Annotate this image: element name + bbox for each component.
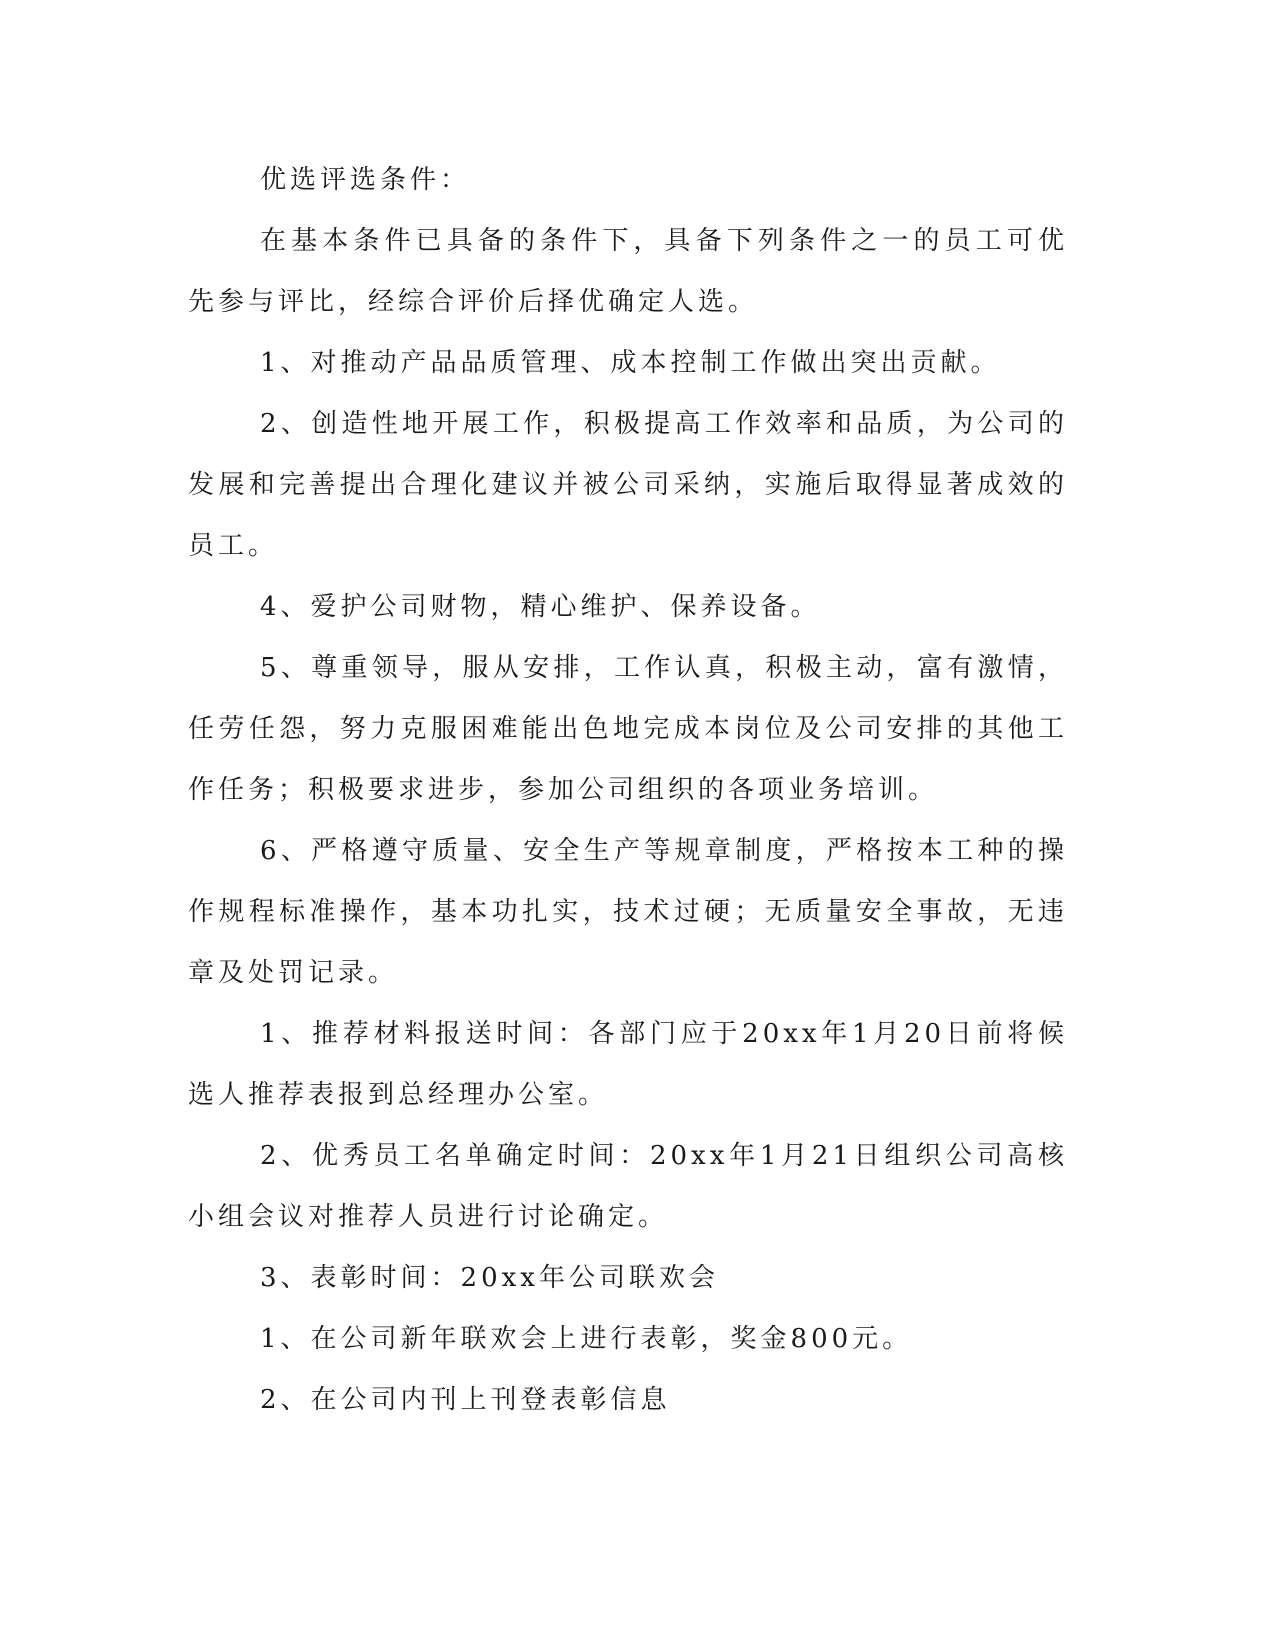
section-heading: 优选评选条件： <box>260 165 471 195</box>
schedule-item-2: 2、优秀员工名单确定时间：20xx年1月21日组织公司高核小组会议对推荐人员进行讨论确定。 <box>188 1141 1068 1232</box>
schedule-item-3: 3、表彰时间：20xx年公司联欢会 <box>260 1263 719 1293</box>
criteria-item-1: 1、对推动产品品质管理、成本控制工作做出突出贡献。 <box>260 348 1001 378</box>
schedule-item-1: 1、推荐材料报送时间：各部门应于20xx年1月20日前将候选人推荐表报到总经理办公室。 <box>188 1019 1068 1110</box>
criteria-item-4: 4、爱护公司财物，精心维护、保养设备。 <box>260 592 821 622</box>
criteria-item-6: 6、严格遵守质量、安全生产等规章制度，严格按本工种的操作规程标准操作，基本功扎实，技术过硬；无质量安全事故，无违章及处罚记录。 <box>188 836 1068 988</box>
criteria-item-2: 2、创造性地开展工作，积极提高工作效率和品质，为公司的发展和完善提出合理化建议并被公司采纳，实施后取得显著成效的员工。 <box>188 409 1068 561</box>
document-body <box>188 150 1068 1431</box>
reward-item-2: 2、在公司内刊上刊登表彰信息 <box>260 1385 671 1415</box>
reward-item-1: 1、在公司新年联欢会上进行表彰，奖金800元。 <box>260 1324 913 1354</box>
criteria-item-5: 5、尊重领导，服从安排，工作认真，积极主动，富有激情，任劳任怨，努力克服困难能出色地完成本岗位及公司安排的其他工作任务；积极要求进步，参加公司组织的各项业务培训。 <box>188 653 1068 805</box>
intro-paragraph: 在基本条件已具备的条件下，具备下列条件之一的员工可优先参与评比，经综合评价后择优确定人选。 <box>188 226 1068 317</box>
